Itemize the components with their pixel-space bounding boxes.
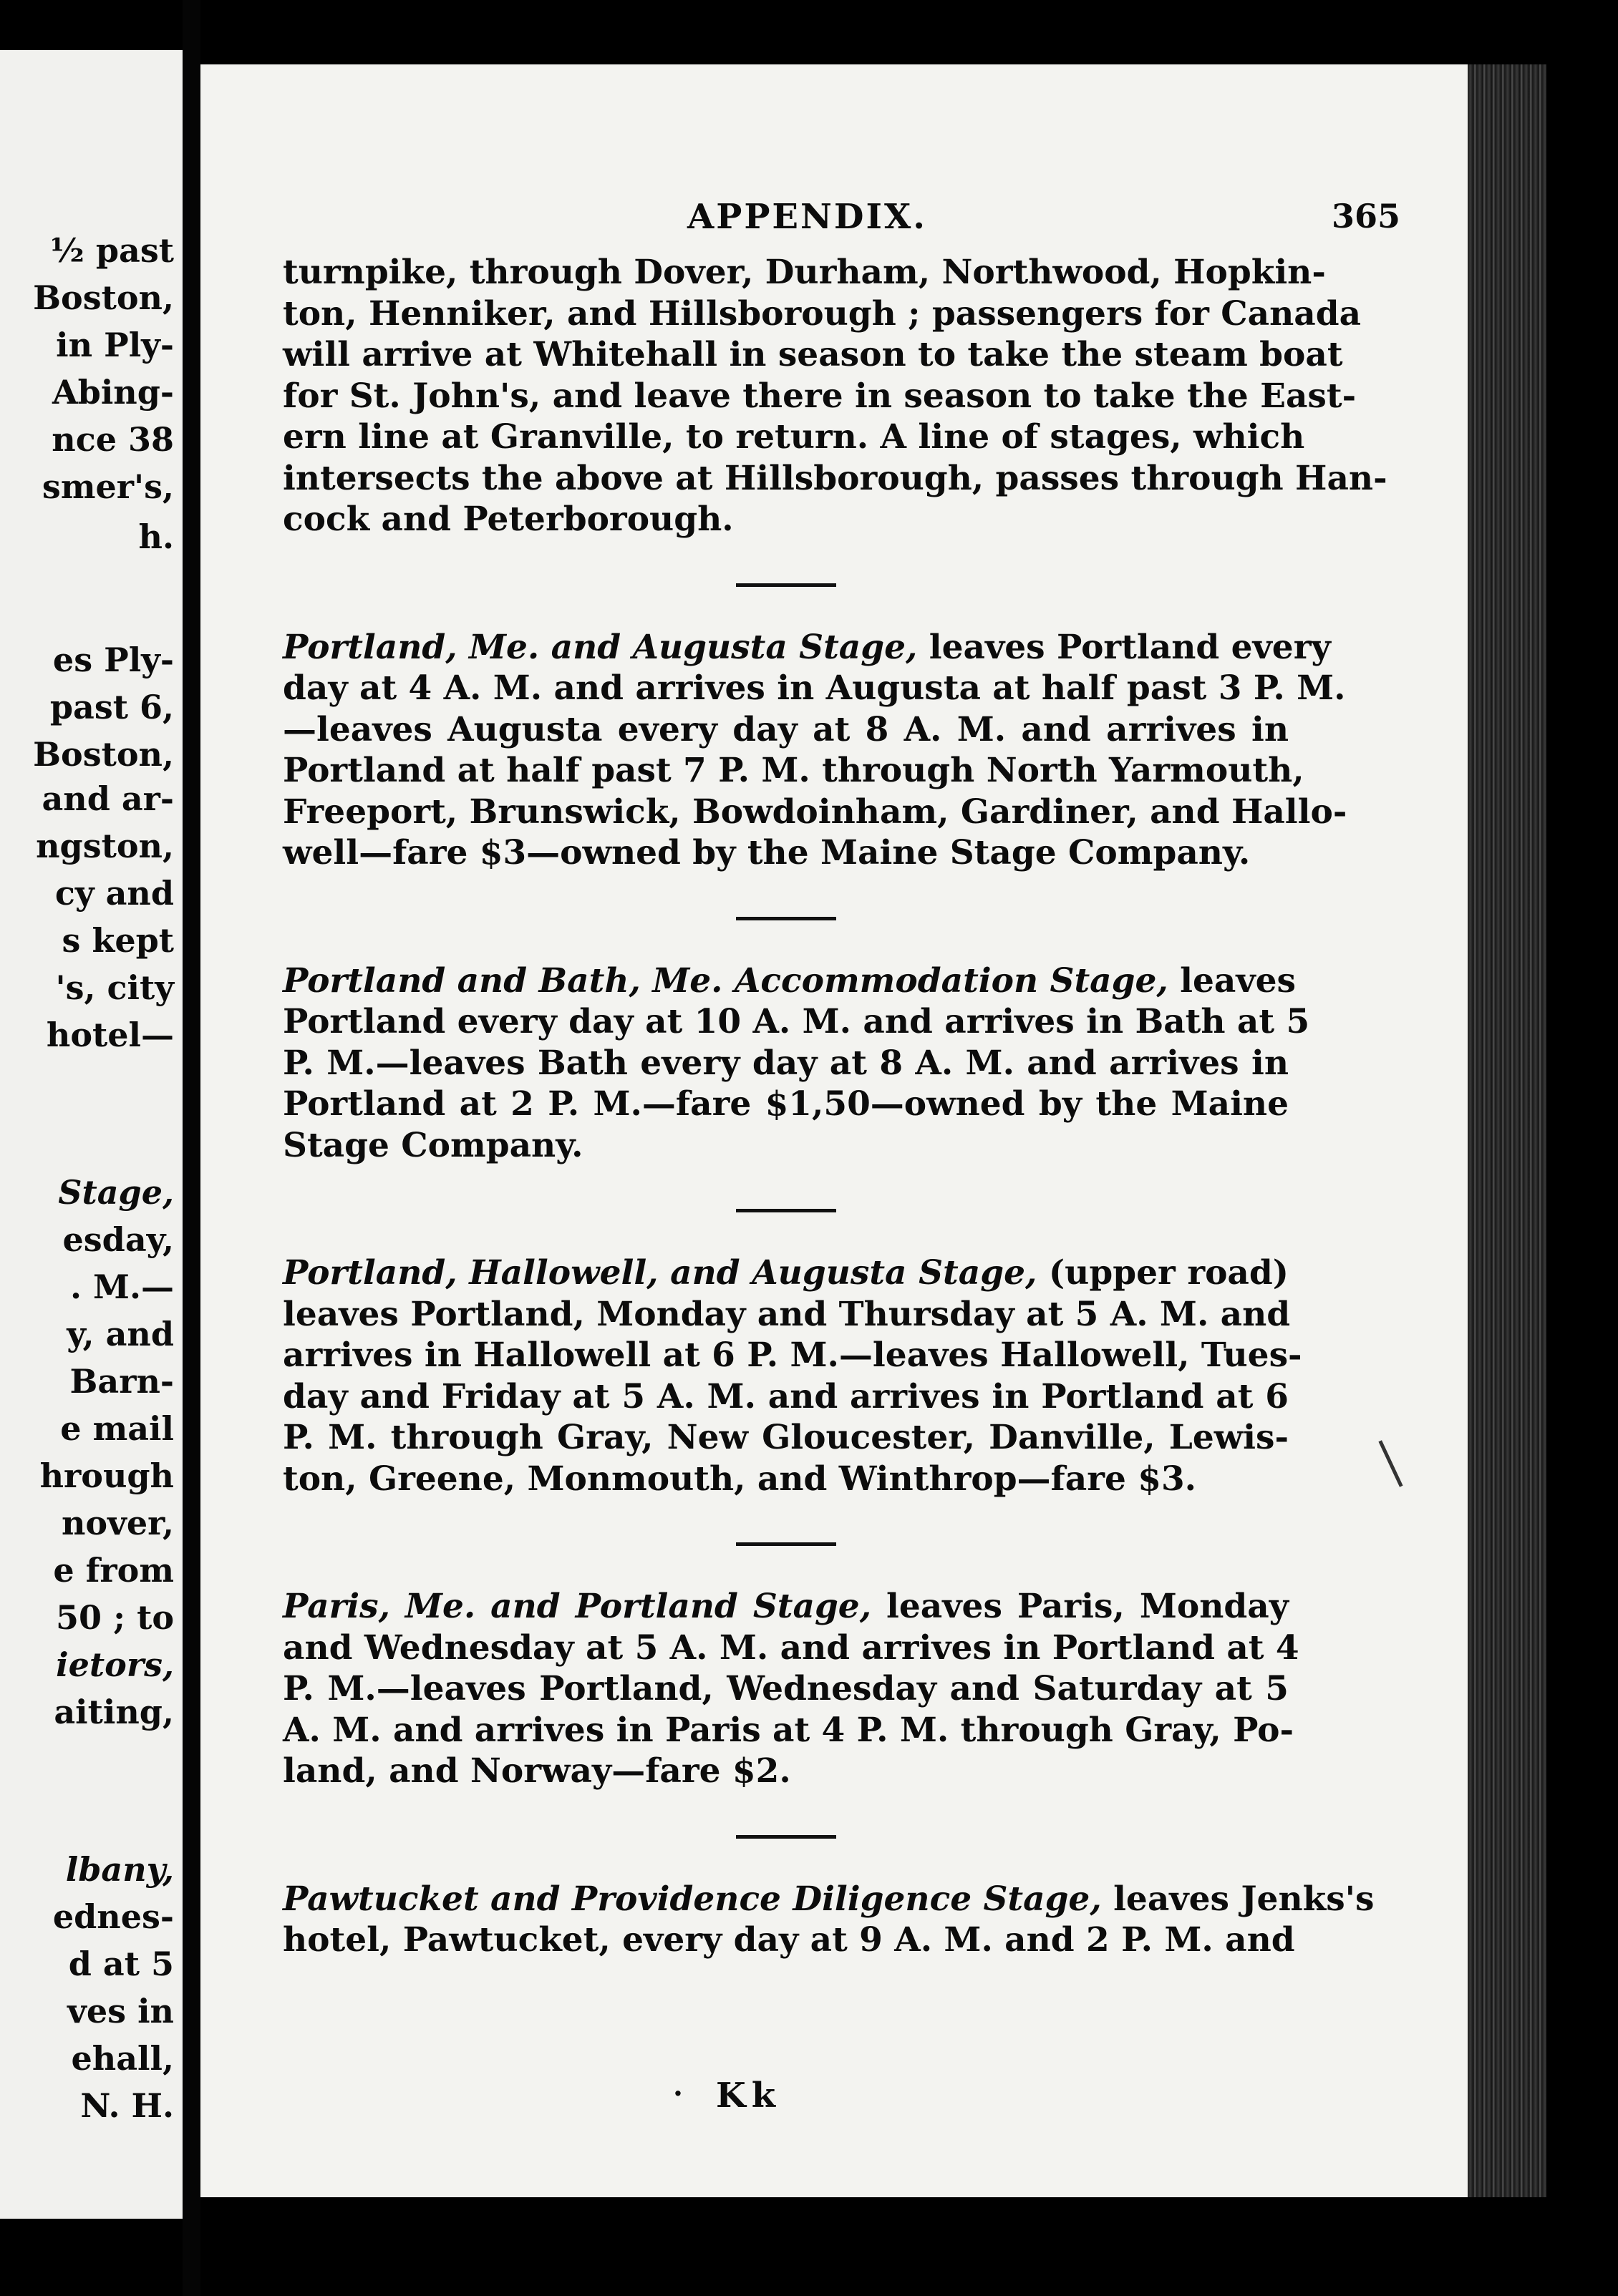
page-number: 365 [1332, 197, 1401, 235]
line-text: —leaves Augusta every day at 8 A. M. and arrives in [283, 709, 1289, 749]
section-gap [283, 1499, 1289, 1542]
line-text: intersects the above at Hillsborough, passes through Han- [283, 458, 1387, 498]
text-line [283, 960, 1297, 1002]
facing-page-line: Boston, [33, 735, 174, 774]
text-line [283, 1920, 1295, 1961]
line-text: land, and Norway—fare $2. [283, 1751, 791, 1791]
facing-page-line: y, and [67, 1314, 174, 1353]
line-text: well—fare $3—owned by the Maine Stage Company. [283, 833, 1251, 872]
text-line [283, 627, 1331, 668]
section-gap [283, 587, 1289, 627]
facing-page-line: and ar- [42, 779, 174, 818]
facing-page-line: 50 ; to [56, 1597, 174, 1637]
text-line [283, 1459, 1289, 1500]
facing-page-line: d at 5 [68, 1944, 174, 1983]
facing-page-line: Abing- [52, 373, 174, 412]
text-line [283, 376, 1357, 417]
line-text: day at 4 A. M. and arrives in Augusta at half past 3 P. M. [283, 668, 1346, 708]
facing-page-line: aiting, [54, 1692, 174, 1731]
signature-dot: · [673, 2077, 683, 2111]
facing-page-line: s kept [62, 920, 174, 960]
line-text: Stage Company. [283, 1125, 583, 1165]
section-gap [283, 920, 1289, 960]
facing-page-line: nover, [61, 1503, 174, 1542]
stray-mark [1378, 1440, 1403, 1487]
line-text: leaves Paris, Monday [871, 1587, 1289, 1626]
facing-page-line: e from [53, 1550, 174, 1590]
facing-page-line: . M.— [70, 1267, 174, 1306]
text-line [283, 252, 1326, 293]
text-line [283, 1668, 1289, 1710]
text-line [283, 750, 1304, 792]
line-text: Portland at half past 7 P. M. through North Yarmouth, [283, 751, 1304, 790]
facing-page-line: Barn- [69, 1361, 174, 1401]
facing-page-line: e mail [60, 1409, 174, 1448]
line-text: will arrive at Whitehall in season to take the steam boat [283, 335, 1343, 374]
line-text: ern line at Granville, to return. A line of stages, which [283, 417, 1305, 457]
facing-page-line: ietors, [56, 1645, 174, 1684]
facing-page-line: lbany, [65, 1849, 174, 1889]
section-gap [283, 1839, 1289, 1879]
stage-route-title: Paris, Me. and Portland Stage, [283, 1587, 872, 1626]
line-text: cock and Peterborough. [283, 500, 734, 539]
text-line [283, 334, 1343, 376]
stage-route-title: Portland, Me. and Augusta Stage, [283, 627, 918, 667]
facing-page-line: ½ past [49, 231, 174, 270]
line-text: leaves Portland every [917, 627, 1331, 667]
line-text: P. M.—leaves Bath every day at 8 A. M. and arrives in [283, 1043, 1289, 1083]
text-line [283, 792, 1347, 833]
facing-page-line: smer's, [42, 467, 174, 506]
text-line [283, 709, 1289, 751]
line-text: Portland every day at 10 A. M. and arrives in Bath at 5 [283, 1002, 1310, 1041]
facing-page-line: hrough [39, 1456, 174, 1495]
text-line [283, 1084, 1289, 1125]
line-text: for St. John's, and leave there in season to take the East- [283, 376, 1357, 416]
text-line [283, 293, 1362, 335]
section-gap [283, 1212, 1289, 1252]
running-header [200, 197, 1468, 247]
text-line [283, 417, 1305, 458]
facing-page-line: ves in [67, 1991, 174, 2030]
line-text: and Wednesday at 5 A. M. and arrives in Portland at 4 [283, 1628, 1299, 1668]
text-line [283, 1043, 1289, 1084]
text-line [283, 1586, 1289, 1628]
line-text: A. M. and arrives in Paris at 4 P. M. through Gray, Po- [283, 1710, 1294, 1750]
line-text: leaves [1168, 960, 1297, 1001]
text-line [283, 458, 1387, 500]
section-gap [283, 1546, 1289, 1586]
text-line [283, 499, 1289, 540]
line-text: P. M.—leaves Portland, Wednesday and Saturday at 5 [283, 1669, 1289, 1708]
facing-page-line: hotel— [46, 1015, 174, 1054]
text-line [283, 1001, 1310, 1043]
text-line [283, 1417, 1289, 1459]
facing-page-line: Stage, [58, 1172, 174, 1212]
text-column [283, 252, 1387, 1961]
text-line [283, 1252, 1289, 1294]
facing-page-line: es Ply- [52, 641, 174, 679]
line-text: day and Friday at 5 A. M. and arrives in Portland at 6 [283, 1376, 1289, 1416]
facing-page-line: past 6, [49, 688, 174, 726]
text-line [283, 1294, 1289, 1336]
text-line [283, 1125, 1289, 1167]
book-gutter [183, 0, 200, 2296]
text-line [283, 832, 1289, 874]
text-line [283, 1710, 1294, 1751]
facing-page-line: 's, city [55, 968, 174, 1007]
text-line [283, 1376, 1289, 1418]
line-text: leaves Portland, Monday and Thursday at 5 A. M. and [283, 1294, 1291, 1334]
signature-mark: Kk [716, 2076, 781, 2116]
text-line [283, 668, 1346, 709]
section-gap [283, 1166, 1289, 1209]
page-edges [1468, 64, 1546, 2197]
line-text: ton, Henniker, and Hillsborough ; passengers for Canada [283, 293, 1362, 334]
header-title: APPENDIX. [687, 197, 927, 237]
line-text: (upper road) [1037, 1253, 1289, 1293]
stage-route-title: Portland and Bath, Me. Accommodation Stage, [283, 960, 1168, 1001]
text-line [283, 1751, 1289, 1792]
line-text: turnpike, through Dover, Durham, Northwood, Hopkin- [283, 253, 1326, 292]
facing-page-line: Boston, [33, 278, 174, 317]
text-line [283, 1335, 1302, 1376]
facing-page-line: esday, [62, 1220, 174, 1259]
facing-page-line: nce 38 [52, 420, 174, 459]
line-text: leaves Jenks's [1101, 1879, 1375, 1919]
facing-page-line: ehall, [71, 2038, 174, 2078]
line-text: hotel, Pawtucket, every day at 9 A. M. and 2 P. M. and [283, 1920, 1295, 1960]
section-gap [283, 874, 1289, 917]
text-line [283, 1879, 1375, 1920]
text-line [283, 1628, 1299, 1669]
line-text: Portland at 2 P. M.—fare $1,50—owned by the Maine [283, 1084, 1289, 1124]
section-gap [283, 540, 1289, 583]
line-text: Freeport, Brunswick, Bowdoinham, Gardiner, and Hallo- [283, 792, 1347, 832]
facing-page-line: cy and [54, 873, 174, 913]
section-gap [283, 1792, 1289, 1835]
line-text: ton, Greene, Monmouth, and Winthrop—fare $3. [283, 1459, 1197, 1499]
facing-page-line: N. H. [80, 2086, 174, 2125]
stage-route-title: Pawtucket and Providence Diligence Stage, [283, 1879, 1102, 1919]
book-page [200, 64, 1468, 2197]
facing-page-line: h. [138, 517, 174, 557]
line-text: arrives in Hallowell at 6 P. M.—leaves Hallowell, Tues- [283, 1336, 1302, 1375]
facing-page-line: ngston, [36, 826, 174, 865]
line-text: P. M. through Gray, New Gloucester, Danville, Lewis- [283, 1418, 1289, 1457]
stage-route-title: Portland, Hallowell, and Augusta Stage, [283, 1253, 1037, 1293]
facing-page-line: in Ply- [56, 326, 174, 364]
facing-page-line: ednes- [52, 1897, 174, 1936]
facing-page-fragment [0, 50, 183, 2219]
